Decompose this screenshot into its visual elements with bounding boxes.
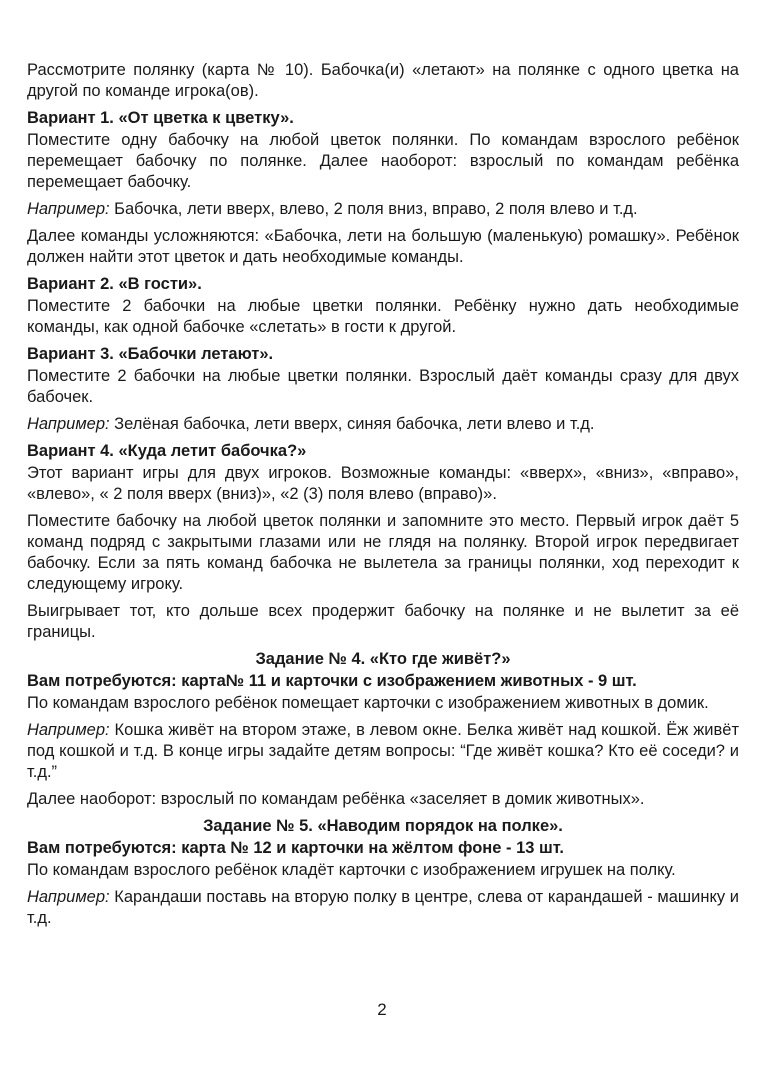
page-content [27, 60, 739, 935]
task-4-example [27, 720, 739, 783]
example-label: Например: [27, 721, 110, 739]
page-number: 2 [377, 1000, 387, 1019]
task-4-needs: Вам потребуются: карта№ 11 и карточки с изображением животных - 9 шт. [27, 672, 637, 690]
variant-3-text: Поместите 2 бабочки на любые цветки полянки. Взрослый даёт команды сразу для двух бабочек. [27, 367, 739, 406]
example-label: Например: [27, 415, 110, 433]
intro-paragraph: Рассмотрите полянку (карта № 10). Бабочка(и) «летают» на полянке с одного цветка на другой по команде игрока(ов). [27, 61, 739, 100]
task-5-heading: Задание № 5. «Наводим порядок на полке». [203, 817, 563, 835]
variant-1-text: Поместите одну бабочку на любой цветок полянки. По командам взрослого ребёнок перемещает бабочку по полянке. Далее наоборот: взрослый по командам ребёнка перемещает бабочку. [27, 131, 739, 191]
task-5-needs: Вам потребуются: карта № 12 и карточки на жёлтом фоне - 13 шт. [27, 839, 564, 857]
variant-4-text-2: Поместите бабочку на любой цветок полянки и запомните это место. Первый игрок даёт 5 команд подряд с закрытыми глазами или не глядя на полянку. Второй игрок передвигает бабочку. Если за пять команд бабочка не вылетела за границы полянки, ход переходит к следующему игроку. [27, 512, 739, 593]
example-text: Кошка живёт на втором этаже, в левом окне. Белка живёт над кошкой. Ёж живёт под кошкой и т.д. В конце игры задайте детям вопросы: “Где живёт кошка? Кто её соседи? и т.д.” [27, 721, 739, 781]
variant-4-text-1: Этот вариант игры для двух игроков. Возможные команды: «вверх», «вниз», «вправо», «влево», « 2 поля вверх (вниз)», «2 (3) поля влево (вправо)». [27, 464, 739, 503]
variant-1-heading: Вариант 1. «От цветка к цветку». [27, 109, 294, 127]
variant-1-text-2: Далее команды усложняются: «Бабочка, лети на большую (маленькую) ромашку». Ребёнок должен найти этот цветок и дать необходимые команды. [27, 227, 739, 266]
task-5-text: По командам взрослого ребёнок кладёт карточки с изображением игрушек на полку. [27, 861, 676, 879]
variant-3-example [27, 414, 739, 435]
variant-4-heading: Вариант 4. «Куда летит бабочка?» [27, 442, 307, 460]
example-label: Например: [27, 200, 110, 218]
variant-4-text-3: Выигрывает тот, кто дольше всех продержит бабочку на полянке и не вылетит за её границы. [27, 602, 739, 641]
example-label: Например: [27, 888, 110, 906]
task-4-text-2: Далее наоборот: взрослый по командам ребёнка «заселяет в домик животных». [27, 790, 645, 808]
variant-1-example [27, 199, 739, 220]
task-5-example [27, 887, 739, 929]
example-text: Карандаши поставь на вторую полку в центре, слева от карандашей - машинку и т.д. [27, 888, 739, 927]
task-4-text: По командам взрослого ребёнок помещает карточки с изображением животных в домик. [27, 694, 709, 712]
variant-2-heading: Вариант 2. «В гости». [27, 275, 202, 293]
task-4-heading: Задание № 4. «Кто где живёт?» [255, 650, 511, 668]
variant-3-heading: Вариант 3. «Бабочки летают». [27, 345, 274, 363]
example-text: Бабочка, лети вверх, влево, 2 поля вниз, вправо, 2 поля влево и т.д. [109, 200, 638, 218]
example-text: Зелёная бабочка, лети вверх, синяя бабочка, лети влево и т.д. [109, 415, 595, 433]
variant-2-text: Поместите 2 бабочки на любые цветки полянки. Ребёнку нужно дать необходимые команды, как одной бабочке «слетать» в гости к другой. [27, 297, 739, 336]
